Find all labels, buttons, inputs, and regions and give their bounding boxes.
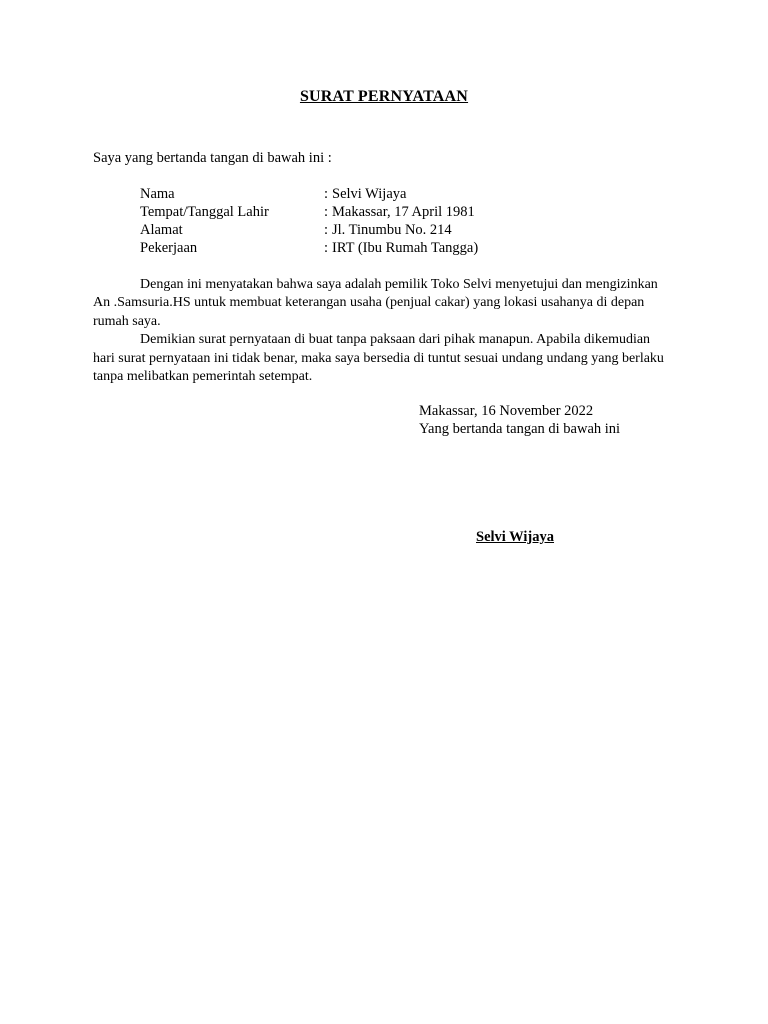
statement-paragraph: Dengan ini menyatakan bahwa saya adalah pemilik Toko Selvi menyetujui dan mengizinkan An .Samsuria.HS untuk membuat keterangan usaha (penjual cakar) yang lokasi usahanya di depan rumah saya. <box>93 277 658 329</box>
info-value: Selvi Wijaya <box>332 186 407 202</box>
closing-paragraph: Demikian surat pernyataan di buat tanpa paksaan dari pihak manapun. Apabila dikemudian hari surat pernyataan ini tidak benar, maka saya bersedia di tuntut sesuai undang undang yang berlaku tanpa melibatkan pemerintah setempat. <box>93 332 664 385</box>
info-row-name <box>140 185 478 203</box>
info-separator: : <box>324 186 329 202</box>
info-label: Pekerjaan <box>140 240 198 256</box>
document-title: SURAT PERNYATAAN <box>299 88 469 105</box>
info-separator: : <box>324 222 329 238</box>
closing-block <box>419 402 620 438</box>
info-label: Alamat <box>140 222 183 238</box>
personal-info-table <box>140 185 478 257</box>
closing-line: Yang bertanda tangan di bawah ini <box>419 421 621 437</box>
place-date: Makassar, 16 November 2022 <box>419 403 594 419</box>
info-value: Jl. Tinumbu No. 214 <box>332 222 452 238</box>
signature-name: Selvi Wijaya <box>476 529 555 545</box>
info-value: Makassar, 17 April 1981 <box>332 204 475 220</box>
intro-text: Saya yang bertanda tangan di bawah ini : <box>93 150 332 166</box>
info-label: Nama <box>140 186 175 202</box>
info-separator: : <box>324 204 329 220</box>
info-value: IRT (Ibu Rumah Tangga) <box>332 240 479 256</box>
statement-body <box>93 276 673 386</box>
info-row-address <box>140 221 478 239</box>
info-separator: : <box>324 240 329 256</box>
info-label: Tempat/Tanggal Lahir <box>140 204 269 220</box>
info-row-occupation <box>140 239 478 257</box>
info-row-birth <box>140 203 478 221</box>
